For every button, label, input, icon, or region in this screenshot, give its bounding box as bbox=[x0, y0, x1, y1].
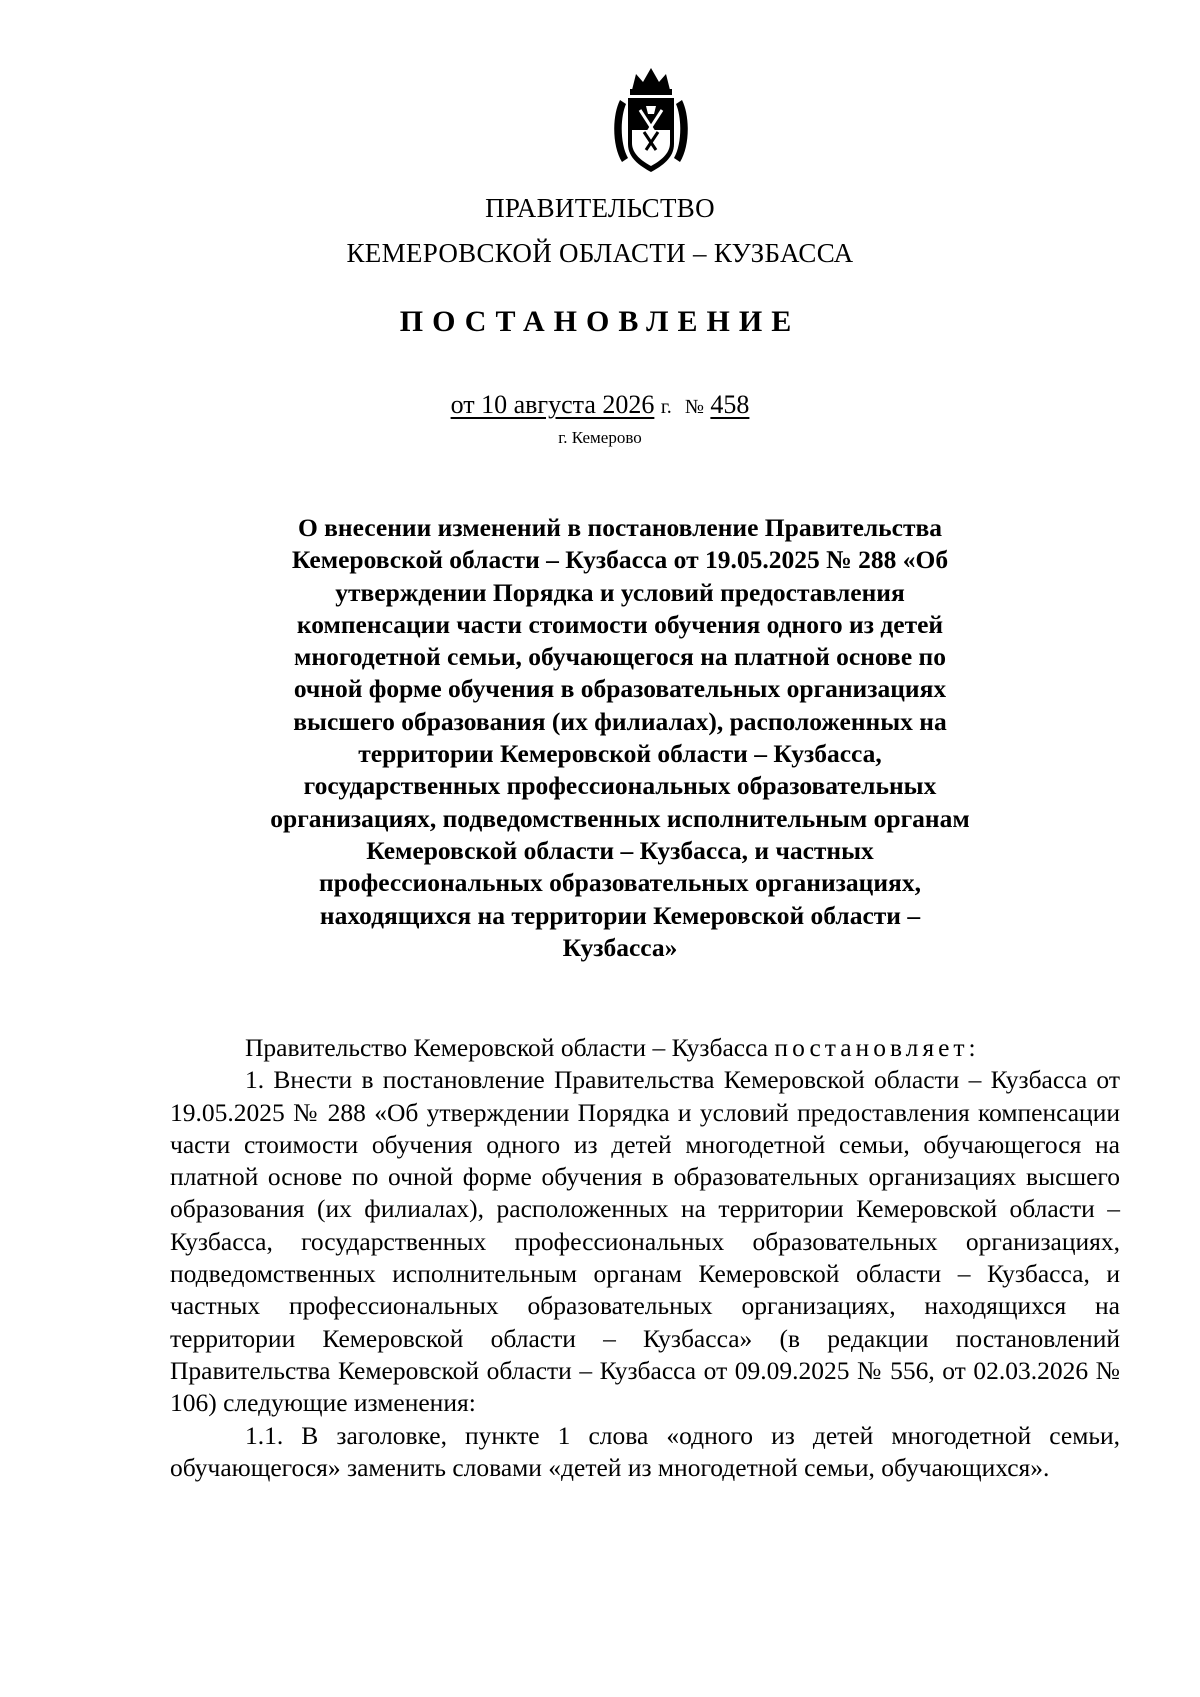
government-name-line2: КЕМЕРОВСКОЙ ОБЛАСТИ – КУЗБАССА bbox=[346, 238, 854, 268]
document-title: О внесении изменений в постановление Правительства Кемеровской области – Кузбасса от 19.05.2025 № 288 «Об утверждении Порядка и условий предоставления компенсации части стоимости обучения одного из детей многодетной семьи, обучающегося на платной основе по очной форме обучения в образовательных организациях высшего образования (их филиалах), расположенных на территории Кемеровской области – Кузбасса, государственных профессиональных образовательных организациях, подведомственных исполнительным органам Кемеровской области – Кузбасса, и частных профессиональных образовательных организациях, находящихся на территории Кемеровской области – Кузбасса» bbox=[270, 513, 970, 962]
document-number: 458 bbox=[710, 390, 750, 419]
document-date: от 10 августа 2026 bbox=[450, 390, 655, 419]
coat-of-arms-emblem bbox=[610, 66, 692, 176]
paragraph-1-1: 1.1. В заголовке, пункте 1 слова «одного из детей многодетной семьи, обучающегося» заменить словами «детей из многодетной семьи, обучающихся». bbox=[170, 1420, 1120, 1482]
year-suffix: г. bbox=[660, 396, 672, 418]
number-sign: № bbox=[684, 396, 704, 418]
date-number-line bbox=[0, 390, 1200, 420]
document-type-heading: ПОСТАНОВЛЕНИЕ bbox=[399, 305, 801, 338]
preamble-verb: постановляет: bbox=[774, 1033, 980, 1062]
document-body bbox=[170, 1032, 1120, 1484]
document-city: г. Кемерово bbox=[558, 428, 642, 447]
paragraph-1: 1. Внести в постановление Правительства Кемеровской области – Кузбасса от 19.05.2025 № 288 «Об утверждении Порядка и условий предоставления компенсации части стоимости обучения одного из детей многодетной семьи, обучающегося на платной основе по очной форме обучения в образовательных организациях высшего образования (их филиалах), расположенных на территории Кемеровской области – Кузбасса, государственных профессиональных образовательных организациях, подведомственных исполнительным органам Кемеровской области – Кузбасса, и частных профессиональных образовательных организациях, находящихся на территории Кемеровской области – Кузбасса» (в редакции постановлений Правительства Кемеровской области – Кузбасса от 09.09.2025 № 556, от 02.03.2026 № 106) следующие изменения: bbox=[170, 1065, 1120, 1418]
government-name-line1: ПРАВИТЕЛЬСТВО bbox=[485, 193, 715, 223]
preamble-text: Правительство Кемеровской области – Кузбасса bbox=[245, 1033, 769, 1062]
preamble bbox=[170, 1032, 1120, 1064]
